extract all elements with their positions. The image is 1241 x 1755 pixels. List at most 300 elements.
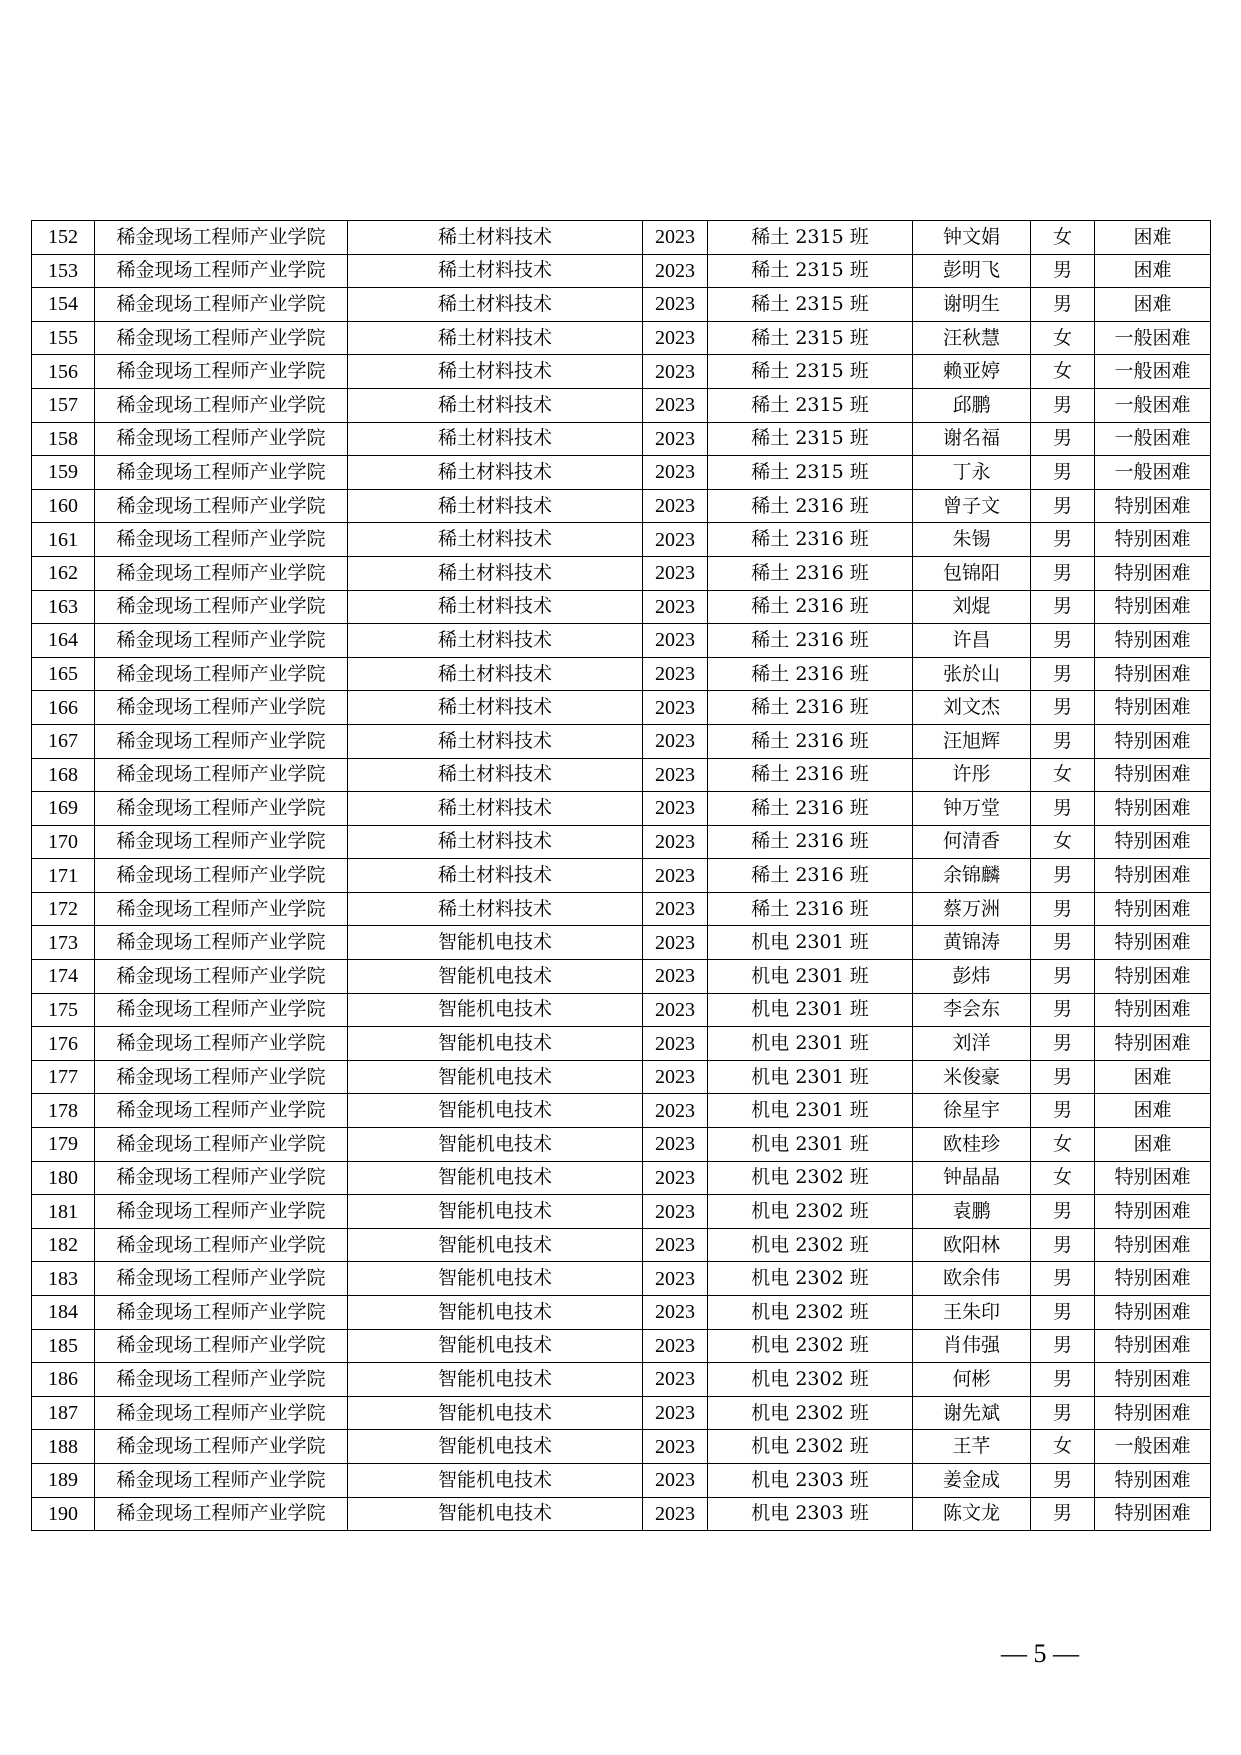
gender-cell: 男 xyxy=(1031,523,1095,557)
gender-cell: 男 xyxy=(1031,254,1095,288)
enrollment-year-cell: 2023 xyxy=(643,1430,708,1464)
row-number-cell: 175 xyxy=(32,993,95,1027)
gender-cell: 男 xyxy=(1031,422,1095,456)
college-name-cell: 稀金现场工程师产业学院 xyxy=(95,624,348,658)
table-row xyxy=(32,1128,1211,1162)
table-row xyxy=(32,1396,1211,1430)
student-name-cell: 钟晶晶 xyxy=(913,1161,1031,1195)
row-number-cell: 157 xyxy=(32,388,95,422)
row-number-cell: 160 xyxy=(32,489,95,523)
row-number-cell: 163 xyxy=(32,590,95,624)
hardship-level-cell: 特别困难 xyxy=(1095,859,1211,893)
major-name-cell: 智能机电技术 xyxy=(348,1497,643,1531)
class-name-cell: 稀土 2316 班 xyxy=(708,624,913,658)
gender-cell: 男 xyxy=(1031,1195,1095,1229)
class-name-cell: 稀土 2315 班 xyxy=(708,321,913,355)
enrollment-year-cell: 2023 xyxy=(643,1060,708,1094)
hardship-level-cell: 特别困难 xyxy=(1095,1329,1211,1363)
enrollment-year-cell: 2023 xyxy=(643,758,708,792)
college-name-cell: 稀金现场工程师产业学院 xyxy=(95,523,348,557)
student-name-cell: 钟万堂 xyxy=(913,792,1031,826)
student-name-cell: 包锦阳 xyxy=(913,556,1031,590)
student-name-cell: 何彬 xyxy=(913,1363,1031,1397)
gender-cell: 男 xyxy=(1031,1262,1095,1296)
student-name-cell: 李会东 xyxy=(913,993,1031,1027)
row-number-cell: 161 xyxy=(32,523,95,557)
class-name-cell: 稀土 2316 班 xyxy=(708,724,913,758)
major-name-cell: 智能机电技术 xyxy=(348,960,643,994)
enrollment-year-cell: 2023 xyxy=(643,388,708,422)
student-name-cell: 王芊 xyxy=(913,1430,1031,1464)
class-name-cell: 稀土 2316 班 xyxy=(708,859,913,893)
class-name-cell: 机电 2302 班 xyxy=(708,1329,913,1363)
student-name-cell: 刘洋 xyxy=(913,1027,1031,1061)
row-number-cell: 190 xyxy=(32,1497,95,1531)
college-name-cell: 稀金现场工程师产业学院 xyxy=(95,892,348,926)
hardship-level-cell: 一般困难 xyxy=(1095,422,1211,456)
row-number-cell: 166 xyxy=(32,691,95,725)
student-name-cell: 王朱印 xyxy=(913,1296,1031,1330)
gender-cell: 男 xyxy=(1031,1027,1095,1061)
table-row xyxy=(32,657,1211,691)
college-name-cell: 稀金现场工程师产业学院 xyxy=(95,1430,348,1464)
enrollment-year-cell: 2023 xyxy=(643,489,708,523)
hardship-level-cell: 特别困难 xyxy=(1095,691,1211,725)
row-number-cell: 164 xyxy=(32,624,95,658)
gender-cell: 女 xyxy=(1031,1430,1095,1464)
class-name-cell: 机电 2302 班 xyxy=(708,1396,913,1430)
table-row xyxy=(32,1262,1211,1296)
student-name-cell: 赖亚婷 xyxy=(913,355,1031,389)
class-name-cell: 机电 2302 班 xyxy=(708,1161,913,1195)
major-name-cell: 稀土材料技术 xyxy=(348,758,643,792)
hardship-level-cell: 特别困难 xyxy=(1095,1396,1211,1430)
college-name-cell: 稀金现场工程师产业学院 xyxy=(95,1060,348,1094)
table-body xyxy=(32,221,1211,1531)
gender-cell: 男 xyxy=(1031,489,1095,523)
class-name-cell: 稀土 2316 班 xyxy=(708,489,913,523)
enrollment-year-cell: 2023 xyxy=(643,825,708,859)
hardship-level-cell: 一般困难 xyxy=(1095,355,1211,389)
table-row xyxy=(32,624,1211,658)
major-name-cell: 稀土材料技术 xyxy=(348,691,643,725)
table-row xyxy=(32,825,1211,859)
table-row xyxy=(32,1463,1211,1497)
hardship-level-cell: 特别困难 xyxy=(1095,1228,1211,1262)
gender-cell: 男 xyxy=(1031,1060,1095,1094)
page-number: — 5 — xyxy=(1001,1639,1079,1668)
table-row xyxy=(32,1027,1211,1061)
table-row xyxy=(32,355,1211,389)
student-name-cell: 米俊豪 xyxy=(913,1060,1031,1094)
major-name-cell: 稀土材料技术 xyxy=(348,657,643,691)
hardship-level-cell: 困难 xyxy=(1095,1128,1211,1162)
college-name-cell: 稀金现场工程师产业学院 xyxy=(95,792,348,826)
table-row xyxy=(32,1497,1211,1531)
major-name-cell: 智能机电技术 xyxy=(348,1329,643,1363)
class-name-cell: 机电 2301 班 xyxy=(708,960,913,994)
major-name-cell: 稀土材料技术 xyxy=(348,859,643,893)
college-name-cell: 稀金现场工程师产业学院 xyxy=(95,221,348,255)
student-name-cell: 朱锡 xyxy=(913,523,1031,557)
college-name-cell: 稀金现场工程师产业学院 xyxy=(95,657,348,691)
row-number-cell: 159 xyxy=(32,456,95,490)
row-number-cell: 183 xyxy=(32,1262,95,1296)
hardship-level-cell: 特别困难 xyxy=(1095,1262,1211,1296)
college-name-cell: 稀金现场工程师产业学院 xyxy=(95,1228,348,1262)
class-name-cell: 稀土 2315 班 xyxy=(708,288,913,322)
major-name-cell: 智能机电技术 xyxy=(348,1296,643,1330)
major-name-cell: 稀土材料技术 xyxy=(348,422,643,456)
college-name-cell: 稀金现场工程师产业学院 xyxy=(95,556,348,590)
row-number-cell: 167 xyxy=(32,724,95,758)
student-name-cell: 肖伟强 xyxy=(913,1329,1031,1363)
hardship-level-cell: 特别困难 xyxy=(1095,523,1211,557)
class-name-cell: 稀土 2315 班 xyxy=(708,456,913,490)
row-number-cell: 177 xyxy=(32,1060,95,1094)
row-number-cell: 180 xyxy=(32,1161,95,1195)
gender-cell: 女 xyxy=(1031,321,1095,355)
hardship-level-cell: 特别困难 xyxy=(1095,657,1211,691)
class-name-cell: 稀土 2316 班 xyxy=(708,657,913,691)
student-name-cell: 曾子文 xyxy=(913,489,1031,523)
student-name-cell: 徐星宇 xyxy=(913,1094,1031,1128)
gender-cell: 男 xyxy=(1031,624,1095,658)
college-name-cell: 稀金现场工程师产业学院 xyxy=(95,254,348,288)
class-name-cell: 机电 2302 班 xyxy=(708,1363,913,1397)
table-row xyxy=(32,1228,1211,1262)
college-name-cell: 稀金现场工程师产业学院 xyxy=(95,691,348,725)
gender-cell: 男 xyxy=(1031,590,1095,624)
college-name-cell: 稀金现场工程师产业学院 xyxy=(95,1497,348,1531)
row-number-cell: 176 xyxy=(32,1027,95,1061)
major-name-cell: 智能机电技术 xyxy=(348,926,643,960)
major-name-cell: 稀土材料技术 xyxy=(348,355,643,389)
table-row xyxy=(32,1296,1211,1330)
hardship-level-cell: 困难 xyxy=(1095,288,1211,322)
table-row xyxy=(32,1329,1211,1363)
gender-cell: 女 xyxy=(1031,1161,1095,1195)
row-number-cell: 170 xyxy=(32,825,95,859)
enrollment-year-cell: 2023 xyxy=(643,657,708,691)
hardship-level-cell: 特别困难 xyxy=(1095,892,1211,926)
row-number-cell: 158 xyxy=(32,422,95,456)
enrollment-year-cell: 2023 xyxy=(643,624,708,658)
student-name-cell: 欧阳林 xyxy=(913,1228,1031,1262)
college-name-cell: 稀金现场工程师产业学院 xyxy=(95,321,348,355)
table-row xyxy=(32,288,1211,322)
major-name-cell: 稀土材料技术 xyxy=(348,556,643,590)
student-name-cell: 许彤 xyxy=(913,758,1031,792)
student-name-cell: 谢先斌 xyxy=(913,1396,1031,1430)
enrollment-year-cell: 2023 xyxy=(643,355,708,389)
major-name-cell: 稀土材料技术 xyxy=(348,254,643,288)
enrollment-year-cell: 2023 xyxy=(643,1094,708,1128)
major-name-cell: 稀土材料技术 xyxy=(348,321,643,355)
table-row xyxy=(32,758,1211,792)
class-name-cell: 稀土 2316 班 xyxy=(708,792,913,826)
enrollment-year-cell: 2023 xyxy=(643,1262,708,1296)
class-name-cell: 机电 2301 班 xyxy=(708,1060,913,1094)
table-row xyxy=(32,388,1211,422)
class-name-cell: 稀土 2316 班 xyxy=(708,523,913,557)
hardship-level-cell: 一般困难 xyxy=(1095,456,1211,490)
major-name-cell: 智能机电技术 xyxy=(348,1094,643,1128)
hardship-level-cell: 困难 xyxy=(1095,221,1211,255)
class-name-cell: 机电 2301 班 xyxy=(708,1094,913,1128)
college-name-cell: 稀金现场工程师产业学院 xyxy=(95,1463,348,1497)
hardship-level-cell: 特别困难 xyxy=(1095,926,1211,960)
major-name-cell: 智能机电技术 xyxy=(348,1430,643,1464)
student-name-cell: 姜金成 xyxy=(913,1463,1031,1497)
major-name-cell: 稀土材料技术 xyxy=(348,724,643,758)
gender-cell: 男 xyxy=(1031,892,1095,926)
class-name-cell: 机电 2301 班 xyxy=(708,1128,913,1162)
major-name-cell: 智能机电技术 xyxy=(348,1060,643,1094)
college-name-cell: 稀金现场工程师产业学院 xyxy=(95,422,348,456)
major-name-cell: 智能机电技术 xyxy=(348,1128,643,1162)
row-number-cell: 178 xyxy=(32,1094,95,1128)
major-name-cell: 智能机电技术 xyxy=(348,1262,643,1296)
table-row xyxy=(32,792,1211,826)
table-row xyxy=(32,926,1211,960)
hardship-level-cell: 特别困难 xyxy=(1095,993,1211,1027)
gender-cell: 男 xyxy=(1031,1094,1095,1128)
gender-cell: 男 xyxy=(1031,1228,1095,1262)
class-name-cell: 机电 2303 班 xyxy=(708,1463,913,1497)
gender-cell: 男 xyxy=(1031,792,1095,826)
class-name-cell: 稀土 2315 班 xyxy=(708,355,913,389)
student-name-cell: 邱鹏 xyxy=(913,388,1031,422)
enrollment-year-cell: 2023 xyxy=(643,254,708,288)
class-name-cell: 稀土 2316 班 xyxy=(708,758,913,792)
gender-cell: 女 xyxy=(1031,758,1095,792)
gender-cell: 女 xyxy=(1031,825,1095,859)
enrollment-year-cell: 2023 xyxy=(643,1161,708,1195)
enrollment-year-cell: 2023 xyxy=(643,1228,708,1262)
major-name-cell: 稀土材料技术 xyxy=(348,825,643,859)
hardship-level-cell: 特别困难 xyxy=(1095,1363,1211,1397)
enrollment-year-cell: 2023 xyxy=(643,792,708,826)
gender-cell: 男 xyxy=(1031,724,1095,758)
hardship-level-cell: 特别困难 xyxy=(1095,1195,1211,1229)
gender-cell: 男 xyxy=(1031,288,1095,322)
student-name-cell: 余锦麟 xyxy=(913,859,1031,893)
college-name-cell: 稀金现场工程师产业学院 xyxy=(95,1195,348,1229)
gender-cell: 男 xyxy=(1031,1296,1095,1330)
gender-cell: 男 xyxy=(1031,859,1095,893)
row-number-cell: 182 xyxy=(32,1228,95,1262)
hardship-level-cell: 特别困难 xyxy=(1095,1497,1211,1531)
hardship-level-cell: 困难 xyxy=(1095,254,1211,288)
college-name-cell: 稀金现场工程师产业学院 xyxy=(95,1094,348,1128)
hardship-level-cell: 特别困难 xyxy=(1095,960,1211,994)
enrollment-year-cell: 2023 xyxy=(643,556,708,590)
gender-cell: 男 xyxy=(1031,1463,1095,1497)
table-row xyxy=(32,590,1211,624)
enrollment-year-cell: 2023 xyxy=(643,960,708,994)
college-name-cell: 稀金现场工程师产业学院 xyxy=(95,993,348,1027)
table-row xyxy=(32,859,1211,893)
row-number-cell: 189 xyxy=(32,1463,95,1497)
college-name-cell: 稀金现场工程师产业学院 xyxy=(95,859,348,893)
hardship-level-cell: 特别困难 xyxy=(1095,624,1211,658)
row-number-cell: 168 xyxy=(32,758,95,792)
class-name-cell: 机电 2301 班 xyxy=(708,1027,913,1061)
gender-cell: 男 xyxy=(1031,657,1095,691)
table-row xyxy=(32,691,1211,725)
enrollment-year-cell: 2023 xyxy=(643,724,708,758)
table-row xyxy=(32,1094,1211,1128)
row-number-cell: 173 xyxy=(32,926,95,960)
class-name-cell: 机电 2301 班 xyxy=(708,926,913,960)
row-number-cell: 153 xyxy=(32,254,95,288)
student-name-cell: 刘焜 xyxy=(913,590,1031,624)
class-name-cell: 稀土 2315 班 xyxy=(708,254,913,288)
table-row xyxy=(32,321,1211,355)
major-name-cell: 稀土材料技术 xyxy=(348,288,643,322)
enrollment-year-cell: 2023 xyxy=(643,422,708,456)
row-number-cell: 165 xyxy=(32,657,95,691)
hardship-level-cell: 困难 xyxy=(1095,1094,1211,1128)
hardship-level-cell: 特别困难 xyxy=(1095,1296,1211,1330)
college-name-cell: 稀金现场工程师产业学院 xyxy=(95,1128,348,1162)
enrollment-year-cell: 2023 xyxy=(643,321,708,355)
gender-cell: 女 xyxy=(1031,355,1095,389)
college-name-cell: 稀金现场工程师产业学院 xyxy=(95,489,348,523)
gender-cell: 男 xyxy=(1031,1329,1095,1363)
row-number-cell: 181 xyxy=(32,1195,95,1229)
major-name-cell: 智能机电技术 xyxy=(348,1161,643,1195)
major-name-cell: 稀土材料技术 xyxy=(348,792,643,826)
college-name-cell: 稀金现场工程师产业学院 xyxy=(95,456,348,490)
student-name-cell: 张於山 xyxy=(913,657,1031,691)
row-number-cell: 154 xyxy=(32,288,95,322)
major-name-cell: 稀土材料技术 xyxy=(348,624,643,658)
hardship-level-cell: 困难 xyxy=(1095,1060,1211,1094)
row-number-cell: 187 xyxy=(32,1396,95,1430)
student-name-cell: 许昌 xyxy=(913,624,1031,658)
major-name-cell: 稀土材料技术 xyxy=(348,590,643,624)
table-row xyxy=(32,1363,1211,1397)
enrollment-year-cell: 2023 xyxy=(643,221,708,255)
table-row xyxy=(32,254,1211,288)
student-name-cell: 陈文龙 xyxy=(913,1497,1031,1531)
enrollment-year-cell: 2023 xyxy=(643,288,708,322)
class-name-cell: 机电 2303 班 xyxy=(708,1497,913,1531)
college-name-cell: 稀金现场工程师产业学院 xyxy=(95,288,348,322)
gender-cell: 男 xyxy=(1031,556,1095,590)
student-name-cell: 欧桂珍 xyxy=(913,1128,1031,1162)
class-name-cell: 机电 2302 班 xyxy=(708,1430,913,1464)
hardship-level-cell: 特别困难 xyxy=(1095,1027,1211,1061)
college-name-cell: 稀金现场工程师产业学院 xyxy=(95,1396,348,1430)
college-name-cell: 稀金现场工程师产业学院 xyxy=(95,590,348,624)
row-number-cell: 171 xyxy=(32,859,95,893)
gender-cell: 男 xyxy=(1031,1363,1095,1397)
row-number-cell: 188 xyxy=(32,1430,95,1464)
major-name-cell: 稀土材料技术 xyxy=(348,456,643,490)
college-name-cell: 稀金现场工程师产业学院 xyxy=(95,1296,348,1330)
table-row xyxy=(32,1430,1211,1464)
hardship-level-cell: 一般困难 xyxy=(1095,388,1211,422)
enrollment-year-cell: 2023 xyxy=(643,859,708,893)
table-row xyxy=(32,221,1211,255)
hardship-level-cell: 特别困难 xyxy=(1095,590,1211,624)
table-row xyxy=(32,523,1211,557)
row-number-cell: 174 xyxy=(32,960,95,994)
student-aid-table xyxy=(31,220,1211,1531)
major-name-cell: 智能机电技术 xyxy=(348,1363,643,1397)
table-row xyxy=(32,892,1211,926)
gender-cell: 男 xyxy=(1031,691,1095,725)
college-name-cell: 稀金现场工程师产业学院 xyxy=(95,926,348,960)
enrollment-year-cell: 2023 xyxy=(643,1497,708,1531)
class-name-cell: 机电 2301 班 xyxy=(708,993,913,1027)
student-name-cell: 何清香 xyxy=(913,825,1031,859)
class-name-cell: 稀土 2315 班 xyxy=(708,221,913,255)
major-name-cell: 智能机电技术 xyxy=(348,1027,643,1061)
college-name-cell: 稀金现场工程师产业学院 xyxy=(95,1329,348,1363)
major-name-cell: 稀土材料技术 xyxy=(348,388,643,422)
student-name-cell: 谢明生 xyxy=(913,288,1031,322)
enrollment-year-cell: 2023 xyxy=(643,1296,708,1330)
student-name-cell: 汪秋慧 xyxy=(913,321,1031,355)
class-name-cell: 稀土 2316 班 xyxy=(708,825,913,859)
college-name-cell: 稀金现场工程师产业学院 xyxy=(95,960,348,994)
major-name-cell: 智能机电技术 xyxy=(348,1396,643,1430)
hardship-level-cell: 特别困难 xyxy=(1095,792,1211,826)
gender-cell: 女 xyxy=(1031,221,1095,255)
enrollment-year-cell: 2023 xyxy=(643,691,708,725)
enrollment-year-cell: 2023 xyxy=(643,590,708,624)
row-number-cell: 152 xyxy=(32,221,95,255)
student-name-cell: 钟文娟 xyxy=(913,221,1031,255)
major-name-cell: 稀土材料技术 xyxy=(348,892,643,926)
hardship-level-cell: 特别困难 xyxy=(1095,758,1211,792)
row-number-cell: 155 xyxy=(32,321,95,355)
enrollment-year-cell: 2023 xyxy=(643,1027,708,1061)
major-name-cell: 稀土材料技术 xyxy=(348,489,643,523)
row-number-cell: 179 xyxy=(32,1128,95,1162)
table-row xyxy=(32,993,1211,1027)
student-name-cell: 汪旭辉 xyxy=(913,724,1031,758)
class-name-cell: 稀土 2316 班 xyxy=(708,691,913,725)
college-name-cell: 稀金现场工程师产业学院 xyxy=(95,1027,348,1061)
row-number-cell: 185 xyxy=(32,1329,95,1363)
college-name-cell: 稀金现场工程师产业学院 xyxy=(95,1262,348,1296)
student-name-cell: 黄锦涛 xyxy=(913,926,1031,960)
gender-cell: 男 xyxy=(1031,960,1095,994)
enrollment-year-cell: 2023 xyxy=(643,1463,708,1497)
enrollment-year-cell: 2023 xyxy=(643,892,708,926)
gender-cell: 男 xyxy=(1031,456,1095,490)
college-name-cell: 稀金现场工程师产业学院 xyxy=(95,758,348,792)
class-name-cell: 稀土 2315 班 xyxy=(708,388,913,422)
row-number-cell: 162 xyxy=(32,556,95,590)
row-number-cell: 184 xyxy=(32,1296,95,1330)
student-name-cell: 刘文杰 xyxy=(913,691,1031,725)
gender-cell: 女 xyxy=(1031,1128,1095,1162)
enrollment-year-cell: 2023 xyxy=(643,456,708,490)
gender-cell: 男 xyxy=(1031,993,1095,1027)
row-number-cell: 186 xyxy=(32,1363,95,1397)
enrollment-year-cell: 2023 xyxy=(643,993,708,1027)
major-name-cell: 智能机电技术 xyxy=(348,1195,643,1229)
hardship-level-cell: 特别困难 xyxy=(1095,724,1211,758)
college-name-cell: 稀金现场工程师产业学院 xyxy=(95,1363,348,1397)
hardship-level-cell: 特别困难 xyxy=(1095,1463,1211,1497)
